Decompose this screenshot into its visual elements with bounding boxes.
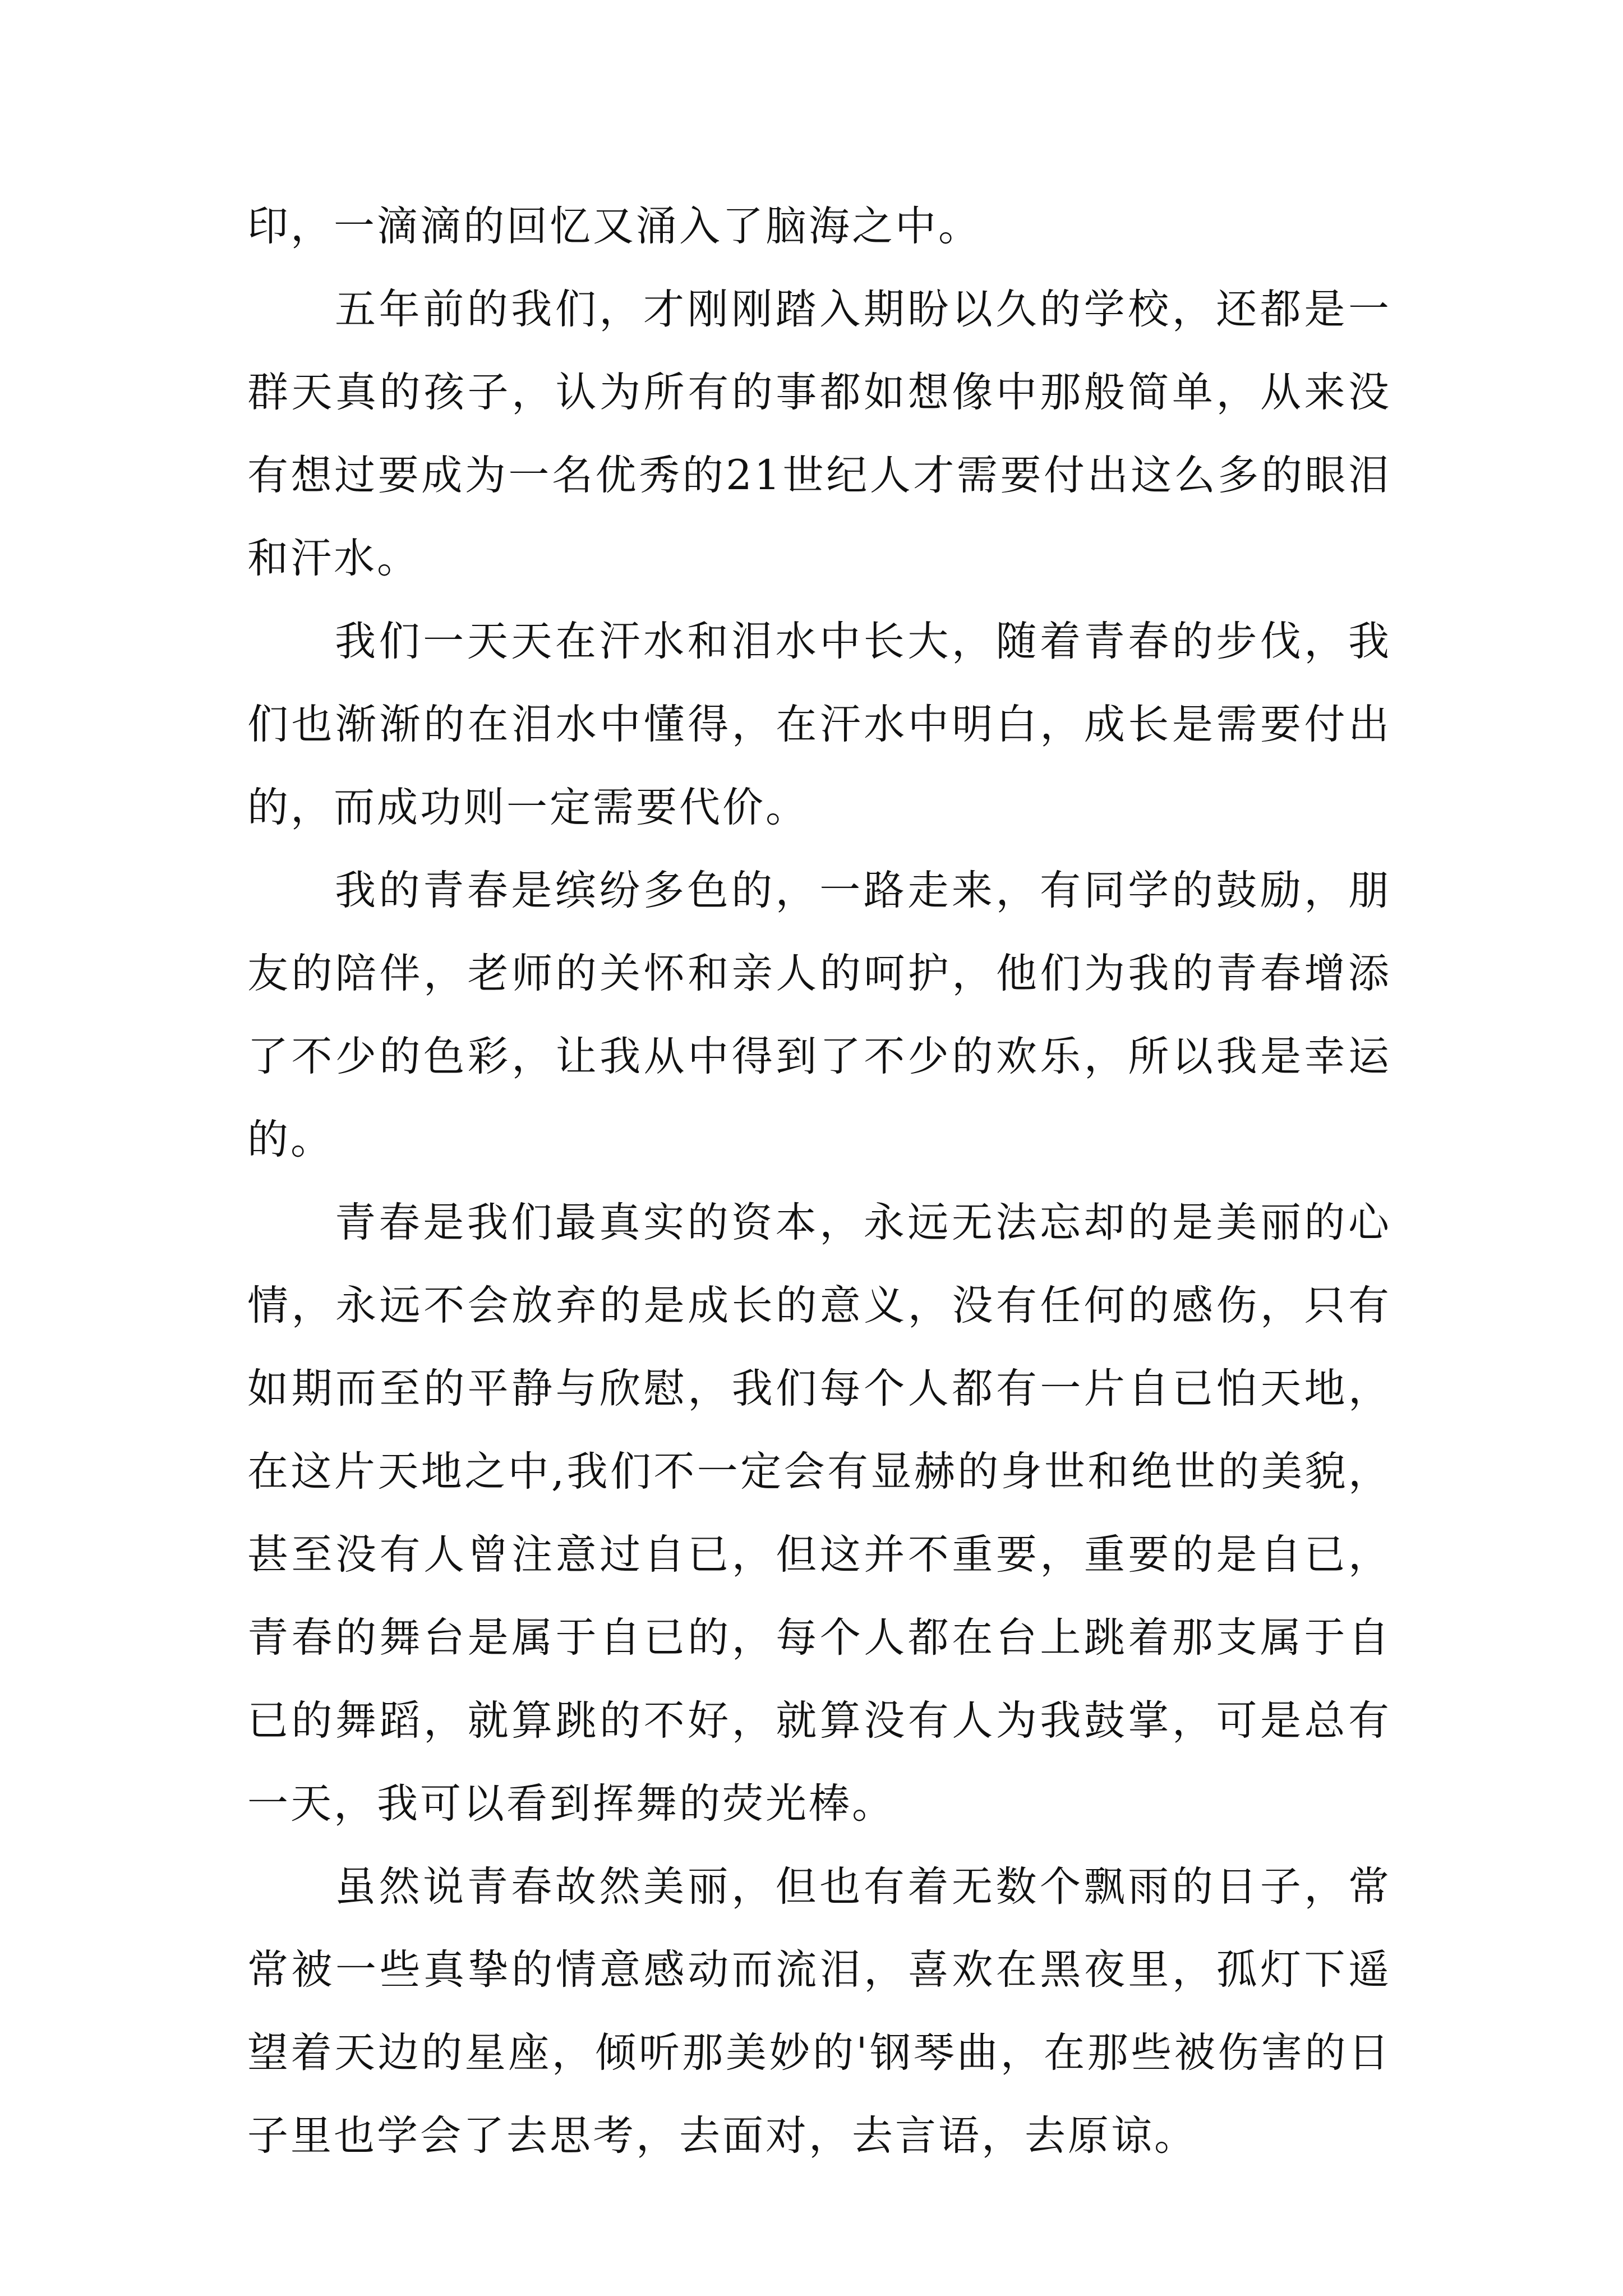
paragraph-4: 我的青春是缤纷多色的，一路走来，有同学的鼓励，朋友的陪伴，老师的关怀和亲人的呵护，他们为我的青春增添了不少的色彩，让我从中得到了不少的欢乐，所以我是幸运的。 <box>247 867 1391 1163</box>
essay-body <box>247 185 1391 2178</box>
paragraph-6: 虽然说青春故然美丽，但也有着无数个飘雨的日子，常常被一些真挚的情意感动而流泪，喜欢在黑夜里，孤灯下遥望着天边的星座，倾听那美妙的'钢琴曲，在那些被伤害的日子里也学会了去思考，去面对，去言语，去原谅。 <box>247 1863 1391 2160</box>
paragraph-2: 五年前的我们，才刚刚踏入期盼以久的学校，还都是一群天真的孩子，认为所有的事都如想像中那般简单，从来没有想过要成为一名优秀的21世纪人才需要付出这么多的眼泪和汗水。 <box>247 286 1391 582</box>
paragraph-3: 我们一天天在汗水和泪水中长大，随着青春的步伐，我们也渐渐的在泪水中懂得，在汗水中明白，成长是需要付出的，而成功则一定需要代价。 <box>247 618 1391 831</box>
paragraph-5: 青春是我们最真实的资本，永远无法忘却的是美丽的心情，永远不会放弃的是成长的意义，没有任何的感伤，只有如期而至的平静与欣慰，我们每个人都有一片自已怕天地，在这片天地之中,我们不一定会有显赫的身世和绝世的美貌，甚至没有人曾注意过自已，但这并不重要，重要的是自已，青春的舞台是属于自已的，每个人都在台上跳着那支属于自已的舞蹈，就算跳的不好，就算没有人为我鼓掌，可是总有一天，我可以看到挥舞的荧光棒。 <box>247 1199 1391 1828</box>
paragraph-1: 印，一滴滴的回忆又涌入了脑海之中。 <box>247 203 981 250</box>
